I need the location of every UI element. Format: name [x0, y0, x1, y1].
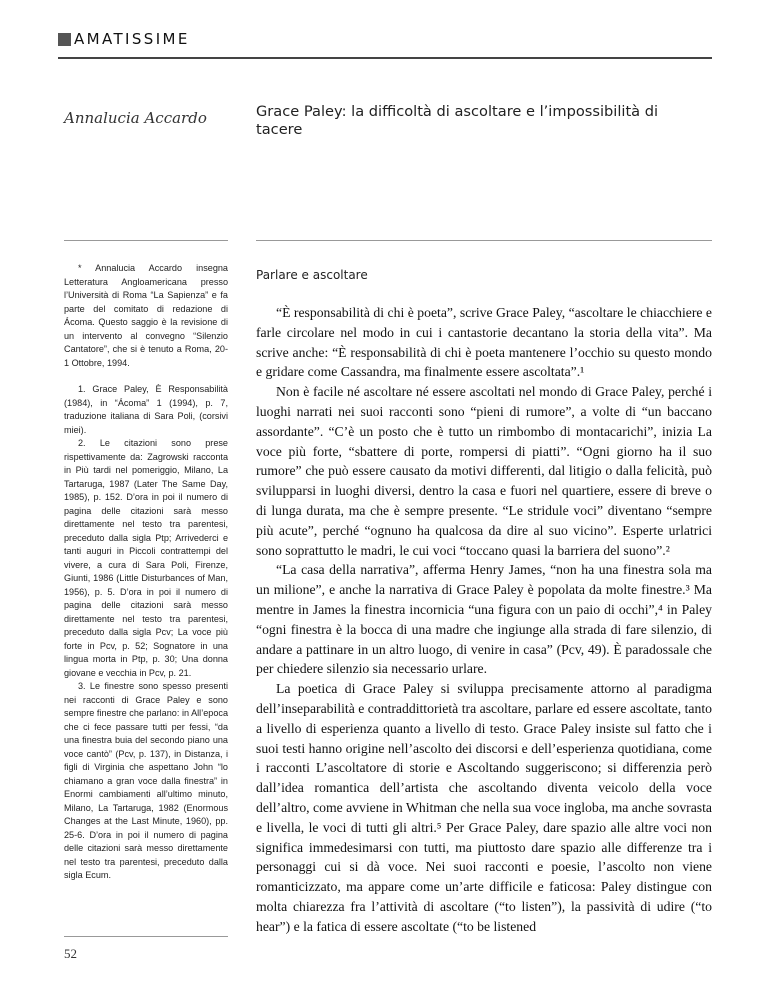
article-title: Grace Paley: la difficoltà di ascoltare e l’impossibilità di tacere [256, 103, 659, 138]
body-paragraph: La poetica di Grace Paley si sviluppa precisamente attorno al paradigma dell’inseparabilità e contraddittorietà tra ascoltare, parlare ed essere ascoltate, tanto a livello di esperienza quanto a livello di testo. Grace Paley insiste sul fatto che i suoi testi hanno origine nell’ascolto dei discorsi e dell’esperienza quotidiana, come i racconti L’ascoltatore di storie e Ascoltando suggeriscono; si differenzia però dall’idea romantica dell’artista che ascoltando diventa veicolo della voce dell’altro, come avviene in Whitman che nella sua voce ingloba, ma anche sovrasta e livella, le voci di tutti gli altri.⁵ Per Grace Paley, dare spazio alle altre voci non significa immedesimarsi con tutti, ma piuttosto dare spazio alle differenze tra i personaggi cui si dà voce. Nei suoi racconti e poesie, l’ascolto non viene romanticizzato, ma appare come un’arte difficile e faticosa: Paley distingue con molta chiarezza fra l’attività di ascoltare (“to listen”), la passività di udire (“to hear”) e la fatica di essere ascoltate (“to be listened [256, 681, 712, 934]
notes-divider [64, 240, 228, 241]
running-header [58, 30, 190, 48]
header-title: AMATISSIME [74, 30, 190, 48]
bottom-rule [64, 936, 228, 937]
author-name: Annalucia Accardo [64, 109, 207, 127]
author-note: * Annalucia Accardo insegna Letteratura Angloamericana presso l’Università di Roma “La Sapienza” e fa parte del comitato di redazione di Ácoma. Questo saggio è la revisione di un intervento al convegno “Silenzio Cantatore”, che si è tenuto a Roma, 20-1 Ottobre, 1994. [64, 263, 228, 368]
section-heading: Parlare e ascoltare [256, 268, 368, 282]
page-number: 52 [64, 946, 77, 961]
header-square-icon [58, 33, 71, 46]
body-divider [256, 240, 712, 241]
body-paragraph: Non è facile né ascoltare né essere ascoltati nel mondo di Grace Paley, perché i luoghi narrati nei suoi racconti sono “pieni di rumore”, a volte di “un baccano assordante”. “C’è un posto che è tutto un rimbombo di montacarichi”, inizia La voce più forte, “sbattere di porte, rompersi di piatti”. “Ogni giorno ha il suo rumore” che può essere causato da motivi differenti, dal litigio o dalla felicità, può svilupparsi in luoghi diversi, dentro la casa e fuori nel quartiere, essere di breve o di lunga durata, ma che è sempre presente. “Le stridule voci” diventano “sempre più acute”, perché “ognuno ha qualcosa da dire al suo vicino”. Esperte urlatrici sono soprattutto le madri, le cui voci “toccano quasi la barriera del suono”.² [256, 384, 712, 558]
footnote: 2. Le citazioni sono prese rispettivamente da: Zagrowski racconta in Più tardi nel pomeriggio, Milano, La Tartaruga, 1987 (Later The Same Day, 1985), p. 152. D’ora in poi il numero di pagina delle citazioni sarà messo direttamente nel testo tra parentesi, preceduto dalla sigla Ptp; Arrivederci e tanti auguri in Piccoli contrattempi del vivere, a cura di Sara Poli, Firenze, Giunti, 1986 (Little Disturbances of Man, 1956), p. 5. D’ora in poi il numero di pagina delle citazioni sarà messo direttamente nel testo tra parentesi, preceduto dalla sigla Pcv; La voce più forte in Pcv, p. 52; Sognatore in una lingua morta in Ptp, p. 30; Una donna giovane e vecchia in Pcv, p. 21. [64, 438, 228, 678]
body-text [256, 303, 712, 937]
body-paragraph: “La casa della narrativa”, afferma Henry James, “non ha una finestra sola ma un milione”, e anche la narrativa di Grace Paley è popolata da molte finestre.³ Ma mentre in James la finestra incornicia “una figura con un paio di occhi”,⁴ in Paley “ogni finestra è la bocca di una madre che ingiunge alla strada di fare silenzio, di andare a pattinare in un altro luogo, di venire in casa” (Pcv, 49). È paradossale che per chiedere silenzio sia necessario urlare. [256, 562, 712, 677]
footnotes-column [64, 262, 228, 883]
footnote: 3. Le finestre sono spesso presenti nei racconti di Grace Paley e sono sempre finestre che parlano: in All’epoca che ci fece passare tutti per fessi, “da una finestra buia del secondo piano una voce cantò” (Pcv, p. 137), in Distanza, i figli di Virginia che aspettano John “lo chiamano a gran voce dalla finestra” in Enormi cambiamenti all’ultimo minuto, Milano, La Tartaruga, 1982 (Enormous Changes at the Last Minute, 1960), pp. 25-6. D’ora in poi il numero di pagina delle citazioni sarà messo direttamente nel testo tra parentesi, preceduto dalla sigla Ecum. [64, 681, 228, 880]
top-rule [58, 57, 712, 59]
body-paragraph: “È responsabilità di chi è poeta”, scrive Grace Paley, “ascoltare le chiacchiere e farle circolare nel modo in cui i cantastorie decantano la storia della vita”. Ma scrive anche: “È responsabilità di chi è poeta mantenere l’occhio su questo mondo e gridare come Cassandra, ma finalmente essere ascoltata”.¹ [256, 305, 712, 380]
footnote: 1. Grace Paley, È Responsabilità (1984), in “Ácoma” 1 (1994), p. 7, traduzione italiana di Sara Poli, (corsivi miei). [64, 384, 228, 435]
